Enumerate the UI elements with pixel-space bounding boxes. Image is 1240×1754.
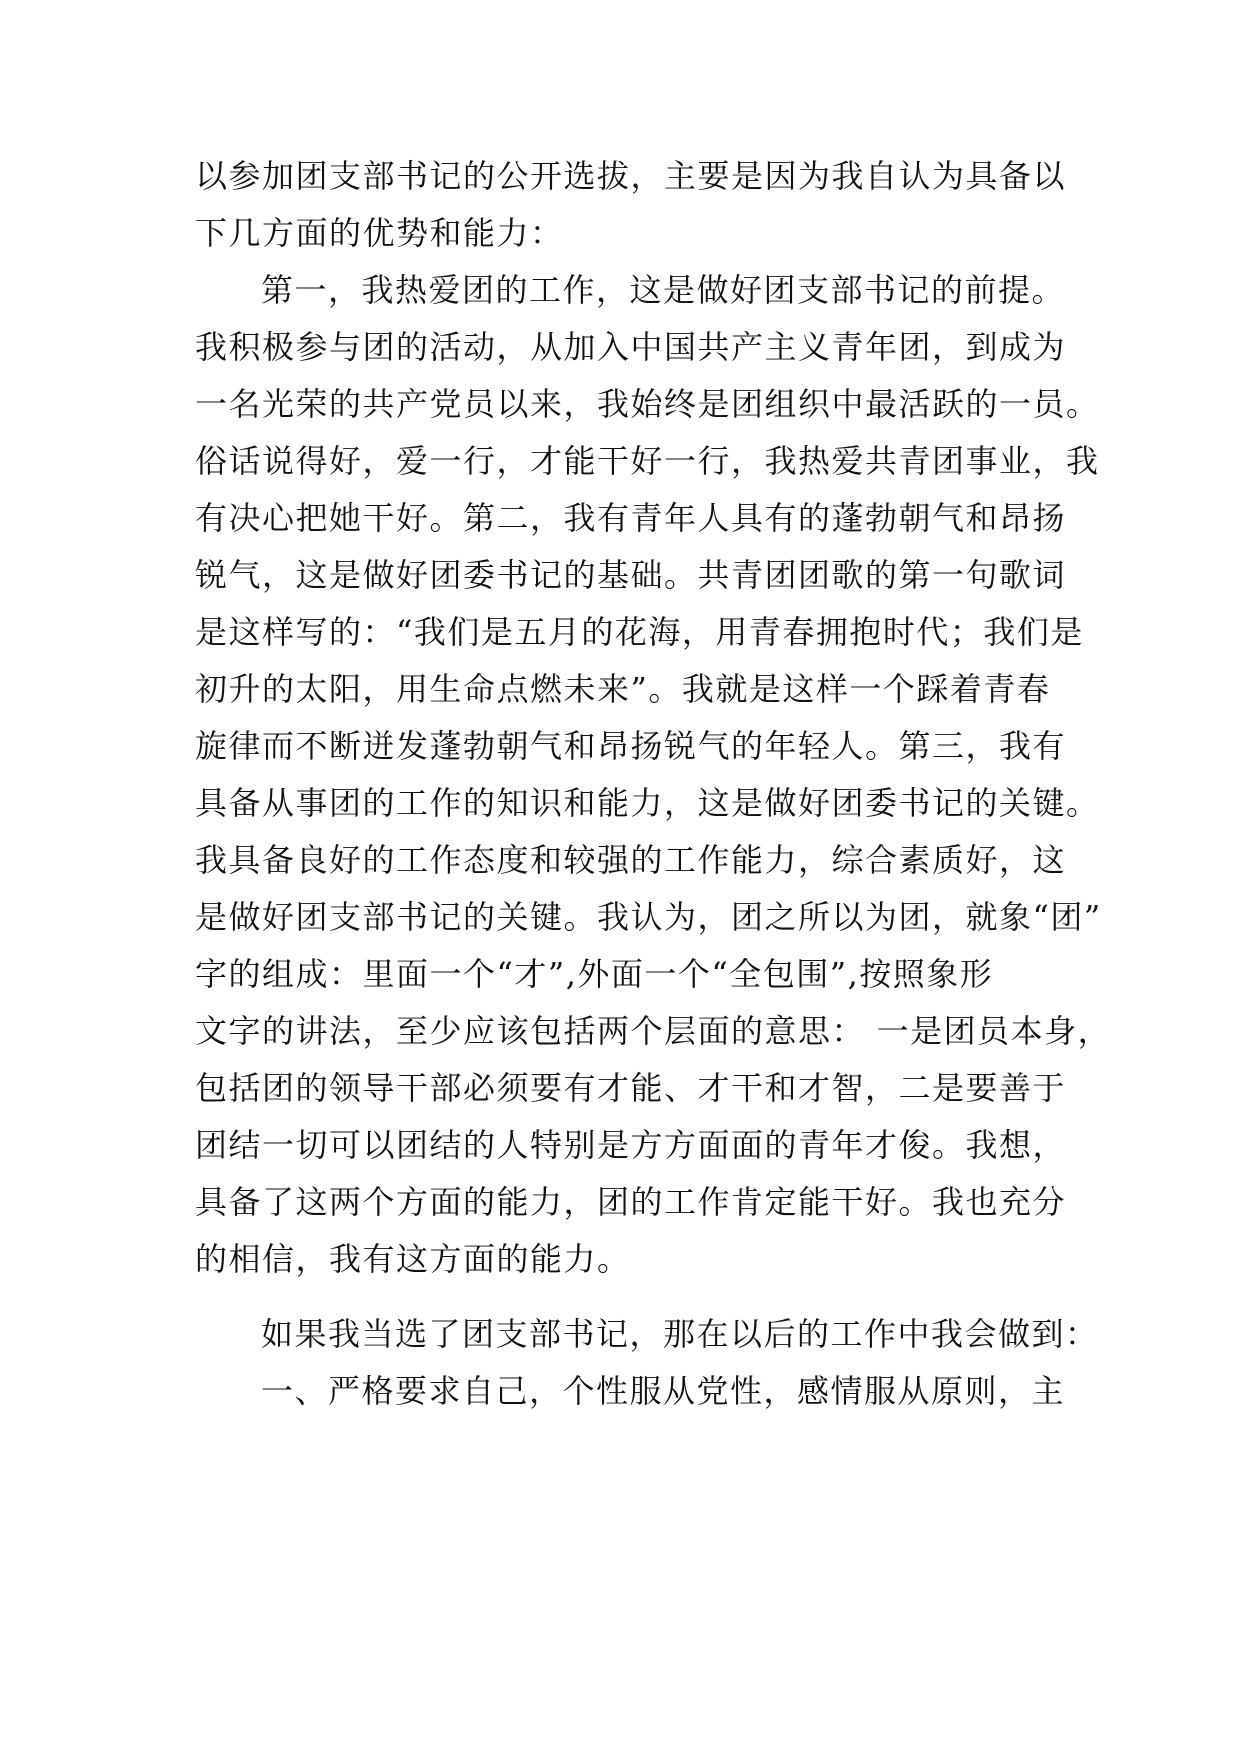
text-line: 下几方面的优势和能力：	[195, 214, 564, 252]
paragraph-start-line: 一、严格要求自己，个性服从党性，感情服从原则，主	[261, 1372, 1066, 1410]
document-body	[195, 148, 1112, 1420]
text-line: 我具备良好的工作态度和较强的工作能力，综合素质好，这	[195, 841, 1067, 879]
text-line: 团结一切可以团结的人特别是方方面面的青年才俊。我想，	[195, 1126, 1067, 1164]
text-line: 具备从事团的工作的知识和能力，这是做好团委书记的关键。	[195, 784, 1100, 822]
text-line: 一名光荣的共产党员以来，我始终是团组织中最活跃的一员。	[195, 385, 1100, 423]
text-line: 我积极参与团的活动，从加入中国共产主义青年团，到成为	[195, 328, 1067, 366]
text-line: 俗话说得好，爱一行，才能干好一行，我热爱共青团事业，我	[195, 442, 1100, 480]
paragraph-start-line: 如果我当选了团支部书记，那在以后的工作中我会做到：	[261, 1315, 1099, 1353]
text-line: 是这样写的：“我们是五月的花海，用青春拥抱时代；我们是	[195, 613, 1084, 651]
text-line: 文字的讲法，至少应该包括两个层面的意思： 一是团员本身，	[195, 1012, 1112, 1050]
text-line: 是做好团支部书记的关键。我认为，团之所以为团，就象“团”	[195, 898, 1102, 936]
text-line: 有决心把她干好。第二，我有青年人具有的蓬勃朝气和昂扬	[195, 499, 1067, 537]
text-line: 字的组成：里面一个“才”,外面一个“全包围”,按照象形	[195, 955, 994, 993]
text-line: 初升的太阳，用生命点燃未来”。我就是这样一个踩着青春	[195, 670, 1051, 708]
text-line: 具备了这两个方面的能力，团的工作肯定能干好。我也充分	[195, 1183, 1067, 1221]
text-line: 包括团的领导干部必须要有才能、才干和才智，二是要善于	[195, 1069, 1067, 1107]
text-line: 的相信，我有这方面的能力。	[195, 1240, 631, 1278]
text-line: 旋律而不断迸发蓬勃朝气和昂扬锐气的年轻人。第三，我有	[195, 727, 1067, 765]
paragraph-start-line: 第一，我热爱团的工作，这是做好团支部书记的前提。	[261, 271, 1066, 309]
text-line: 锐气，这是做好团委书记的基础。共青团团歌的第一句歌词	[195, 556, 1067, 594]
text-line: 以参加团支部书记的公开选拔，主要是因为我自认为具备以	[195, 157, 1067, 195]
